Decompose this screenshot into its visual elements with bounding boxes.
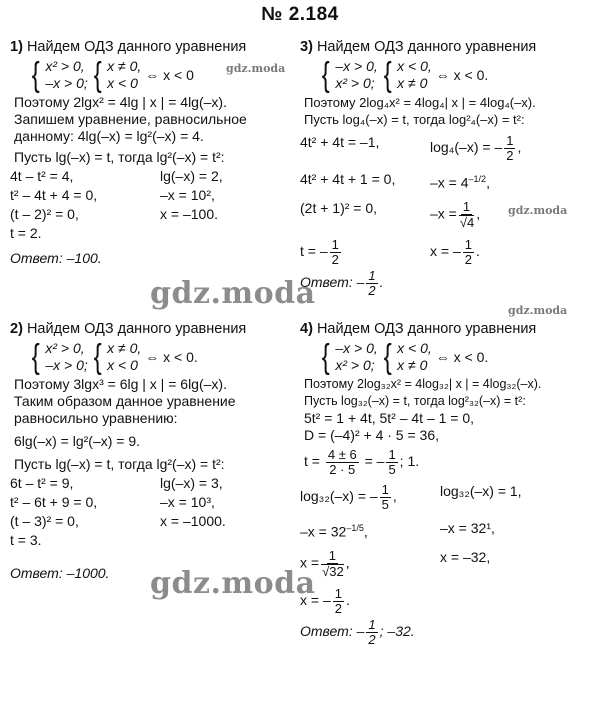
watermark-large: gdz.moda — [150, 566, 316, 601]
brace-icon: { — [321, 56, 330, 94]
problem-4-domain-system: { –x > 0, x² > 0; { x < 0, x ≠ 0 ⇔ x < 0. — [321, 338, 489, 376]
brace-icon: { — [93, 338, 102, 376]
problem-2-domain-system: { x² > 0, –x > 0; { x ≠ 0, x < 0 ⇔ x < 0. — [31, 338, 198, 376]
problem-3: 3) Найдем ОДЗ данного уравнения { –x > 0, x² > 0; { x < 0, x ≠ 0 ⇔ x < 0. Поэтому 2log₄x² = 4log₄| x | = 4log₄(–x). Пусть log₄(–x) = t, тогда log²₄(–x) = t²: 4t² + 4t = –1, log₄(–x) = – $\frac{1}{2}$ , 4t² + 4t + 1 = 0, $-x = 4^{-1/2}$, (2t + 1)² = 0, –x = $\frac{1}{√4}$ , t = – $\frac{1}{2}$ x = – $\frac{1}{2}$ . Ответ: – $\frac{1}{2}$ . — [300, 38, 596, 298]
problem-2: 2) Найдем ОДЗ данного уравнения { x² > 0, –x > 0; { x ≠ 0, x < 0 ⇔ x < 0. Поэтому 3lgx³ = 6lg | x | = 6lg(–x). Таким образом данное уравнение равносильно уравнению: 6lg(–x) = lg²(–x) = 9. Пусть lg(–x) = t, тогда lg²(–x) = t²: 6t – t² = 9, lg(–x) = 3, t² – 6t + 9 = 0, –x = 10³, (t – 3)² = 0, x = –1000. t = 3. Ответ: –1000. — [10, 320, 300, 582]
problem-2-answer: Ответ: –1000. — [10, 565, 110, 581]
problem-1-domain-system: { x² > 0, –x > 0; { x ≠ 0, x < 0 ⇔ x < 0 — [31, 56, 194, 94]
watermark-small: gdz.moda — [508, 204, 568, 217]
problem-4-answer: Ответ: – $\frac{1}{2}$ ; –32. — [300, 616, 415, 647]
problem-1-answer: Ответ: –100. — [10, 250, 102, 266]
watermark-small: gdz.moda — [508, 304, 568, 317]
problem-3-answer: Ответ: – $\frac{1}{2}$ . — [300, 267, 384, 298]
problem-3-heading: 3) Найдем ОДЗ данного уравнения — [300, 39, 537, 55]
problem-number-title: № 2.184 — [261, 4, 339, 25]
brace-icon: { — [31, 56, 40, 94]
problem-1-heading: 1) Найдем ОДЗ данного уравнения — [10, 39, 247, 55]
problem-3-steps: 4t² + 4t = –1, log₄(–x) = – $\frac{1}{2}$ , 4t² + 4t + 1 = 0, $-x = 4^{-1/2}$, (2t + 1)² = 0, –x = $\frac{1}{√4}$ , t = – $\frac{1}{2}$ x = – $\frac{1}{2}$ . — [300, 133, 522, 267]
brace-icon: { — [383, 56, 392, 94]
brace-icon: { — [321, 338, 330, 376]
brace-icon: { — [93, 56, 102, 94]
problem-2-heading: 2) Найдем ОДЗ данного уравнения — [10, 321, 247, 337]
problem-3-domain-system: { –x > 0, x² > 0; { x < 0, x ≠ 0 ⇔ x < 0. — [321, 56, 489, 94]
problem-4-heading: 4) Найдем ОДЗ данного уравнения — [300, 321, 537, 337]
brace-icon: { — [31, 338, 40, 376]
problem-4: 4) Найдем ОДЗ данного уравнения { –x > 0, x² > 0; { x < 0, x ≠ 0 ⇔ x < 0. Поэтому 2log₃₂x² = 4log₃₂| x | = 4log₃₂(–x). Пусть log₃₂(–x) = t, тогда log²₃₂(–x) = t²: 5t² = 1 + 4t, 5t² – 4t – 1 = 0, D = (–4)² + 4 · 5 = 36, t = $\frac{4 \pm 6}{2 \cdot 5}$ = – $\frac{1}{5}$ ; 1. log₃₂(–x) = – $\frac{1}{5}$ , log₃₂(–x) = 1, $-x = 32^{-1/5}$, –x = 32¹, x = $\frac{1}{√32}$ , x = –32, x = – $\frac{1}{2}$ . Ответ: – $\frac{1}{2}$ ; –32. — [300, 320, 596, 647]
problem-1-steps: 4t – t² = 4, lg(–x) = 2, t² – 4t + 4 = 0, –x = 10², (t – 2)² = 0, x = –100. t = 2. — [10, 168, 223, 241]
problem-2-steps: 6t – t² = 9, lg(–x) = 3, t² – 6t + 9 = 0, –x = 10³, (t – 3)² = 0, x = –1000. t = 3. — [10, 475, 226, 548]
watermark-small: gdz.moda — [226, 62, 286, 75]
problem-1: 1) Найдем ОДЗ данного уравнения { x² > 0, –x > 0; { x ≠ 0, x < 0 ⇔ x < 0 Поэтому 2lgx² = 4lg | x | = 4lg(–x). Запишем уравнение, равносильное данному: 4lg(–x) = lg²(–x) = 4. Пусть lg(–x) = t, тогда lg²(–x) = t²: 4t – t² = 4, lg(–x) = 2, t² – 4t + 4 = 0, –x = 10², (t – 2)² = 0, x = –100. t = 2. Ответ: –100. — [10, 38, 300, 267]
problem-4-steps: log₃₂(–x) = – $\frac{1}{5}$ , log₃₂(–x) = 1, $-x = 32^{-1/5}$, –x = 32¹, x = $\frac{1}{√32}$ , x = –32, x = – $\frac{1}{2}$ . — [300, 482, 522, 616]
watermark-large: gdz.moda — [150, 276, 316, 311]
brace-icon: { — [383, 338, 392, 376]
